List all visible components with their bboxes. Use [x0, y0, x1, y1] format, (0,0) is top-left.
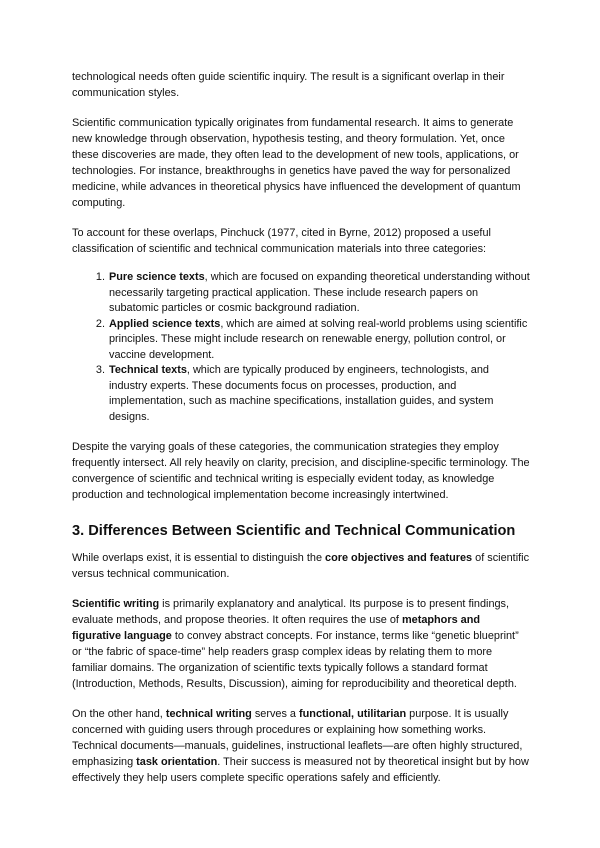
paragraph-pinchuck-classification: To account for these overlaps, Pinchuck (1977, cited in Byrne, 2012) proposed a useful classification of scientific and technical communication materials into three categories: — [72, 227, 491, 255]
bold-run: core objectives and features — [325, 552, 473, 564]
bold-run: technical writing — [165, 708, 252, 720]
category-description: , which are typically produced by engineers, technologists, and industry experts. These documents focus on processes, production, and implementation, such as machine specifications, installation guides, and system designs. — [109, 364, 494, 423]
text-run: is primarily explanatory and analytical. Its purpose is to present findings, evaluate methods, and propose theories. It often requires the use of — [72, 598, 510, 626]
category-term: Applied science texts — [109, 317, 221, 330]
text-run: purpose. It is usually concerned with guiding users through procedures or explaining how something works. Technical documents—manuals, guidelines, instructional leaflets—are often highly structured, emphasizing — [72, 708, 523, 768]
bold-run: task orientation — [136, 756, 218, 768]
paragraph-technical-writing — [72, 706, 530, 786]
paragraph-scientific-writing — [72, 596, 530, 692]
category-description: , which are focused on expanding theoretical understanding without necessarily targeting practical application. These include research papers on subatomic particles or cosmic background radiation. — [109, 271, 530, 314]
text-run: to convey abstract concepts. For instance, terms like “genetic blueprint” or “the fabric of space-time” help readers grasp complex ideas by relating them to more familiar domains. The organization of scientific texts typically follows a standard format (Introduction, Methods, Results, Discussion), aiming for reproducibility and theoretical depth. — [72, 630, 519, 690]
section-heading: 3. Differences Between Scientific and Technical Communication — [72, 523, 516, 539]
text-run: On the other hand, — [72, 708, 166, 720]
category-term: Pure science texts — [109, 271, 205, 283]
bold-run: functional, utilitarian — [299, 708, 407, 720]
text-run: . Their success is measured not by theoretical insight but by how effectively they help users complete specific operations safely and efficiently. — [72, 756, 529, 784]
paragraph-continuation: technological needs often guide scientific inquiry. The result is a significant overlap in their communication styles. — [72, 71, 505, 99]
text-run: serves a — [251, 708, 300, 720]
list-item — [108, 317, 530, 364]
list-item — [108, 363, 530, 425]
text-run: While overlaps exist, it is essential to distinguish the — [72, 552, 326, 564]
paragraph-section-intro — [72, 550, 530, 582]
category-term: Technical texts — [109, 364, 187, 376]
list-item — [108, 270, 530, 317]
paragraph-scientific-origins: Scientific communication typically originates from fundamental research. It aims to generate new knowledge through observation, hypothesis testing, and theory formulation. Yet, once these discoveries are made, they often lead to the development of new tools, applications, or technologies. For instance, breakthroughs in genetics have paved the way for personalized medicine, while advances in theoretical physics have influenced the development of quantum computing. — [72, 117, 521, 209]
category-description: , which are aimed at solving real-world problems using scientific principles. These might include research on renewable energy, pollution control, or vaccine development. — [109, 317, 528, 361]
paragraph-convergence: Despite the varying goals of these categories, the communication strategies they employ frequently intersect. All rely heavily on clarity, precision, and discipline-specific terminology. The convergence of scientific and technical writing is especially evident today, as knowledge production and technological implementation become increasingly intertwined. — [72, 441, 530, 501]
category-list — [72, 270, 530, 425]
text-run: of scientific versus technical communication. — [72, 552, 530, 580]
bold-run: Scientific writing — [72, 598, 160, 610]
bold-run: metaphors and figurative language — [72, 614, 481, 642]
